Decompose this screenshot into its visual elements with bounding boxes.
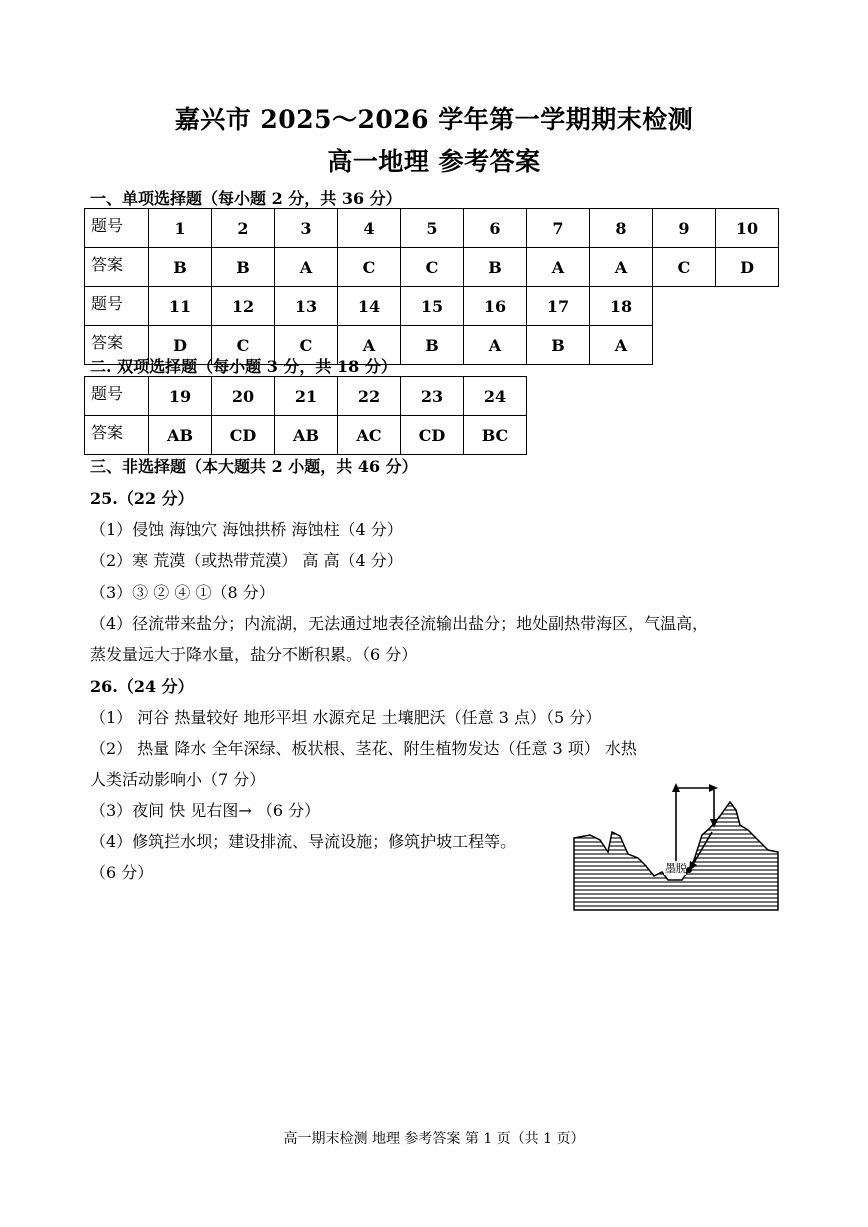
- question-number: 5: [401, 209, 464, 248]
- answer-cell: C: [338, 248, 401, 287]
- q26-answer-4: （4）修筑拦水坝；建设排流、导流设施；修筑护坡工程等。: [90, 832, 517, 851]
- answer-cell: A: [590, 248, 653, 287]
- question-number: 18: [590, 287, 653, 326]
- q25-answer-4a: （4）径流带来盐分；内流湖，无法通过地表径流输出盐分；地处副热带海区，气温高，: [90, 614, 709, 633]
- table-row: [85, 209, 779, 248]
- q26-answer-3: （3）夜间 快 见右图→ （6 分）: [90, 801, 321, 820]
- table-row: [85, 287, 779, 326]
- double-choice-table: [84, 376, 527, 455]
- q25-answer-4b: 蒸发量远大于降水量，盐分不断积累。（6 分）: [90, 645, 418, 664]
- section2-heading: 二. 双项选择题（每小题 3 分，共 18 分）: [90, 357, 397, 376]
- table-row: [85, 416, 527, 455]
- answer-cell: AB: [275, 416, 338, 455]
- answer-cell: C: [212, 326, 275, 365]
- question-number: 4: [338, 209, 401, 248]
- answer-cell: BC: [464, 416, 527, 455]
- question-number: 3: [275, 209, 338, 248]
- question-number: 16: [464, 287, 527, 326]
- answer-cell: B: [149, 248, 212, 287]
- answer-cell: CD: [212, 416, 275, 455]
- answer-cell: B: [401, 326, 464, 365]
- section1-heading: 一、单项选择题（每小题 2 分，共 36 分）: [90, 189, 402, 208]
- label-answer: 答案: [85, 326, 149, 365]
- q26-title: 26.（24 分）: [90, 677, 194, 696]
- answer-cell: D: [149, 326, 212, 365]
- question-number: 20: [212, 377, 275, 416]
- question-number: 2: [212, 209, 275, 248]
- question-number: 15: [401, 287, 464, 326]
- question-number: 14: [338, 287, 401, 326]
- q25-answer-2: （2）寒 荒漠（或热带荒漠） 高 高（4 分）: [90, 551, 403, 570]
- answer-cell: A: [338, 326, 401, 365]
- answer-cell: AC: [338, 416, 401, 455]
- question-number: 23: [401, 377, 464, 416]
- label-question-number: 题号: [85, 287, 149, 326]
- q26-answer-2b: 人类活动影响小（7 分）: [90, 770, 266, 789]
- section3-heading: 三、非选择题（本大题共 2 小题，共 46 分）: [90, 457, 418, 476]
- answer-cell: AB: [149, 416, 212, 455]
- table-row: [85, 248, 779, 287]
- q25-title: 25.（22 分）: [90, 489, 194, 508]
- single-choice-table: [84, 208, 779, 365]
- answer-cell: B: [527, 326, 590, 365]
- table-row: [85, 377, 527, 416]
- q26-answer-1: （1） 河谷 热量较好 地形平坦 水源充足 土壤肥沃（任意 3 点）（5 分）: [90, 708, 602, 727]
- question-number: 8: [590, 209, 653, 248]
- question-number: 22: [338, 377, 401, 416]
- answer-cell: D: [716, 248, 779, 287]
- q26-answer-4-score: （6 分）: [90, 863, 154, 882]
- answer-cell: B: [464, 248, 527, 287]
- q25-answer-1: （1）侵蚀 海蚀穴 海蚀拱桥 海蚀柱（4 分）: [90, 520, 403, 539]
- label-question-number: 题号: [85, 377, 149, 416]
- valley-wind-diagram: [572, 780, 784, 915]
- question-number: 13: [275, 287, 338, 326]
- answer-cell: A: [590, 326, 653, 365]
- question-number: 21: [275, 377, 338, 416]
- page-footer: 高一期末检测 地理 参考答案 第 1 页（共 1 页）: [283, 1131, 585, 1147]
- answer-cell: A: [527, 248, 590, 287]
- question-number: 24: [464, 377, 527, 416]
- question-number: 19: [149, 377, 212, 416]
- question-number: 17: [527, 287, 590, 326]
- figure-label: 墨脱: [665, 862, 687, 875]
- label-answer: 答案: [85, 248, 149, 287]
- answer-cell: A: [464, 326, 527, 365]
- q26-answer-2a: （2） 热量 降水 全年深绿、板状根、茎花、附生植物发达（任意 3 项） 水热: [90, 739, 637, 758]
- answer-cell: C: [275, 326, 338, 365]
- q25-answer-3: （3）③ ② ④ ①（8 分）: [90, 583, 275, 602]
- question-number: 12: [212, 287, 275, 326]
- question-number: 7: [527, 209, 590, 248]
- question-number: 11: [149, 287, 212, 326]
- label-question-number: 题号: [85, 209, 149, 248]
- answer-cell: B: [212, 248, 275, 287]
- page-title: 嘉兴市 2025～2026 学年第一学期期末检测: [174, 105, 694, 134]
- answer-cell: CD: [401, 416, 464, 455]
- answer-cell: C: [401, 248, 464, 287]
- label-answer: 答案: [85, 416, 149, 455]
- answer-cell: A: [275, 248, 338, 287]
- question-number: 1: [149, 209, 212, 248]
- question-number: 6: [464, 209, 527, 248]
- answer-cell: C: [653, 248, 716, 287]
- page-subtitle: 高一地理 参考答案: [327, 147, 541, 176]
- question-number: 10: [716, 209, 779, 248]
- question-number: 9: [653, 209, 716, 248]
